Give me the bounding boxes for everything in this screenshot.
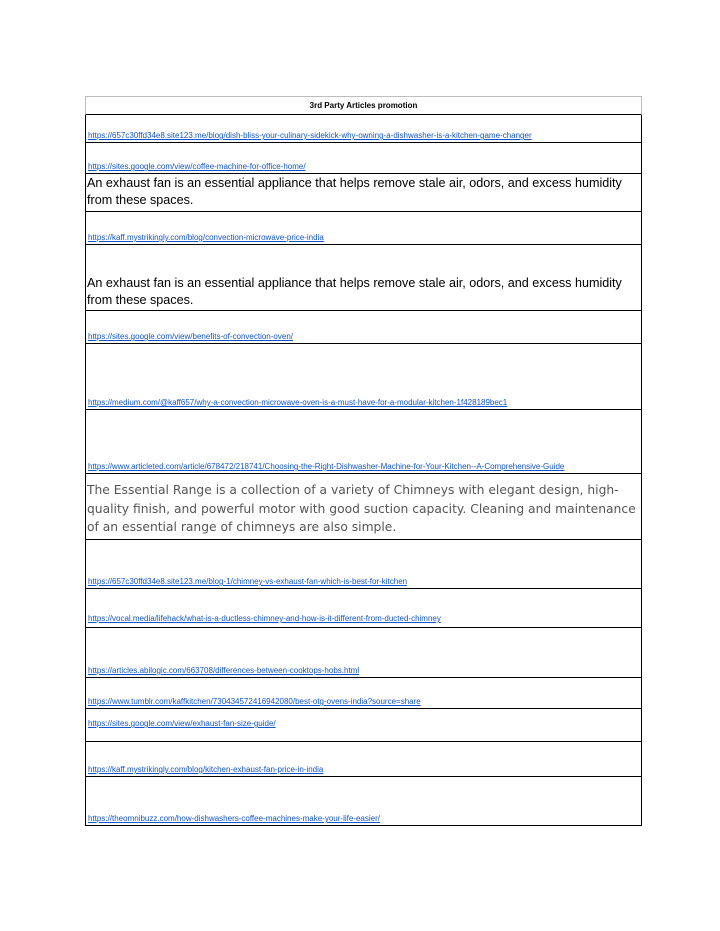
article-link[interactable]: https://articles.abilogic.com/663708/differences-between-cooktops-hobs.html	[88, 666, 360, 675]
table-title: 3rd Party Articles promotion	[309, 101, 418, 110]
table-row	[85, 709, 642, 742]
article-link[interactable]: https://theomnibuzz.com/how-dishwashers-coffee-machines-make-your-life-easier/	[88, 814, 380, 823]
description-text: An exhaust fan is an essential appliance that helps remove stale air, odors, and excess humidity from these spaces.	[87, 176, 622, 207]
table-row	[85, 777, 642, 826]
table-row	[85, 311, 642, 344]
article-link[interactable]: https://kaff.mystrikingly.com/blog/convection-microwave-price-india	[88, 233, 324, 242]
spreadsheet-table	[85, 96, 642, 826]
description-text: The Essential Range is a collection of a variety of Chimneys with elegant design, high-quality finish, and powerful motor with good suction capacity. Cleaning and maintenance of an essential range of chimneys are also simple.	[87, 483, 636, 534]
article-link[interactable]: https://sites.google.com/view/benefits-of-convection-oven/	[88, 332, 293, 341]
article-link[interactable]: https://657c30ffd34e8.site123.me/blog/dish-bliss-your-culinary-sidekick-why-owning-a-dishwasher-is-a-kitchen-game-changer	[88, 131, 532, 140]
article-link[interactable]: https://medium.com/@kaff657/why-a-convection-microwave-oven-is-a-must-have-for-a-modular-kitchen-1f428189bec1	[88, 398, 508, 407]
article-link[interactable]: https://www.articleted.com/article/678472/218741/Choosing-the-Right-Dishwasher-Machine-for-Your-Kitchen--A-Comprehensive-Guide	[88, 462, 565, 471]
table-row	[85, 344, 642, 410]
table-header-row	[85, 96, 642, 115]
table-row	[85, 540, 642, 589]
article-link[interactable]: https://kaff.mystrikingly.com/blog/kitchen-exhaust-fan-price-in-india	[88, 765, 324, 774]
article-link[interactable]: https://vocal.media/lifehack/what-is-a-ductless-chimney-and-how-is-it-different-from-ducted-chimney	[88, 614, 441, 623]
table-row	[85, 143, 642, 174]
article-link[interactable]: https://www.tumblr.com/kaffkitchen/730434572416942080/best-otg-ovens-india?source=share	[88, 697, 421, 706]
article-link[interactable]: https://sites.google.com/view/exhaust-fan-size-guide/	[88, 719, 276, 728]
table-row	[85, 474, 642, 540]
article-link[interactable]: https://657c30ffd34e8.site123.me/blog-1/chimney-vs-exhaust-fan-which-is-best-for-kitchen	[88, 577, 408, 586]
table-row	[85, 628, 642, 678]
table-row	[85, 410, 642, 474]
table-row	[85, 115, 642, 143]
table-row	[85, 678, 642, 709]
table-row	[85, 589, 642, 628]
article-link[interactable]: https://sites.google.com/view/coffee-machine-for-office-home/	[88, 162, 306, 171]
table-row	[85, 212, 642, 245]
description-text: An exhaust fan is an essential appliance that helps remove stale air, odors, and excess humidity from these spaces.	[87, 276, 622, 307]
table-row	[85, 245, 642, 311]
table-row	[85, 174, 642, 212]
table-row	[85, 742, 642, 777]
